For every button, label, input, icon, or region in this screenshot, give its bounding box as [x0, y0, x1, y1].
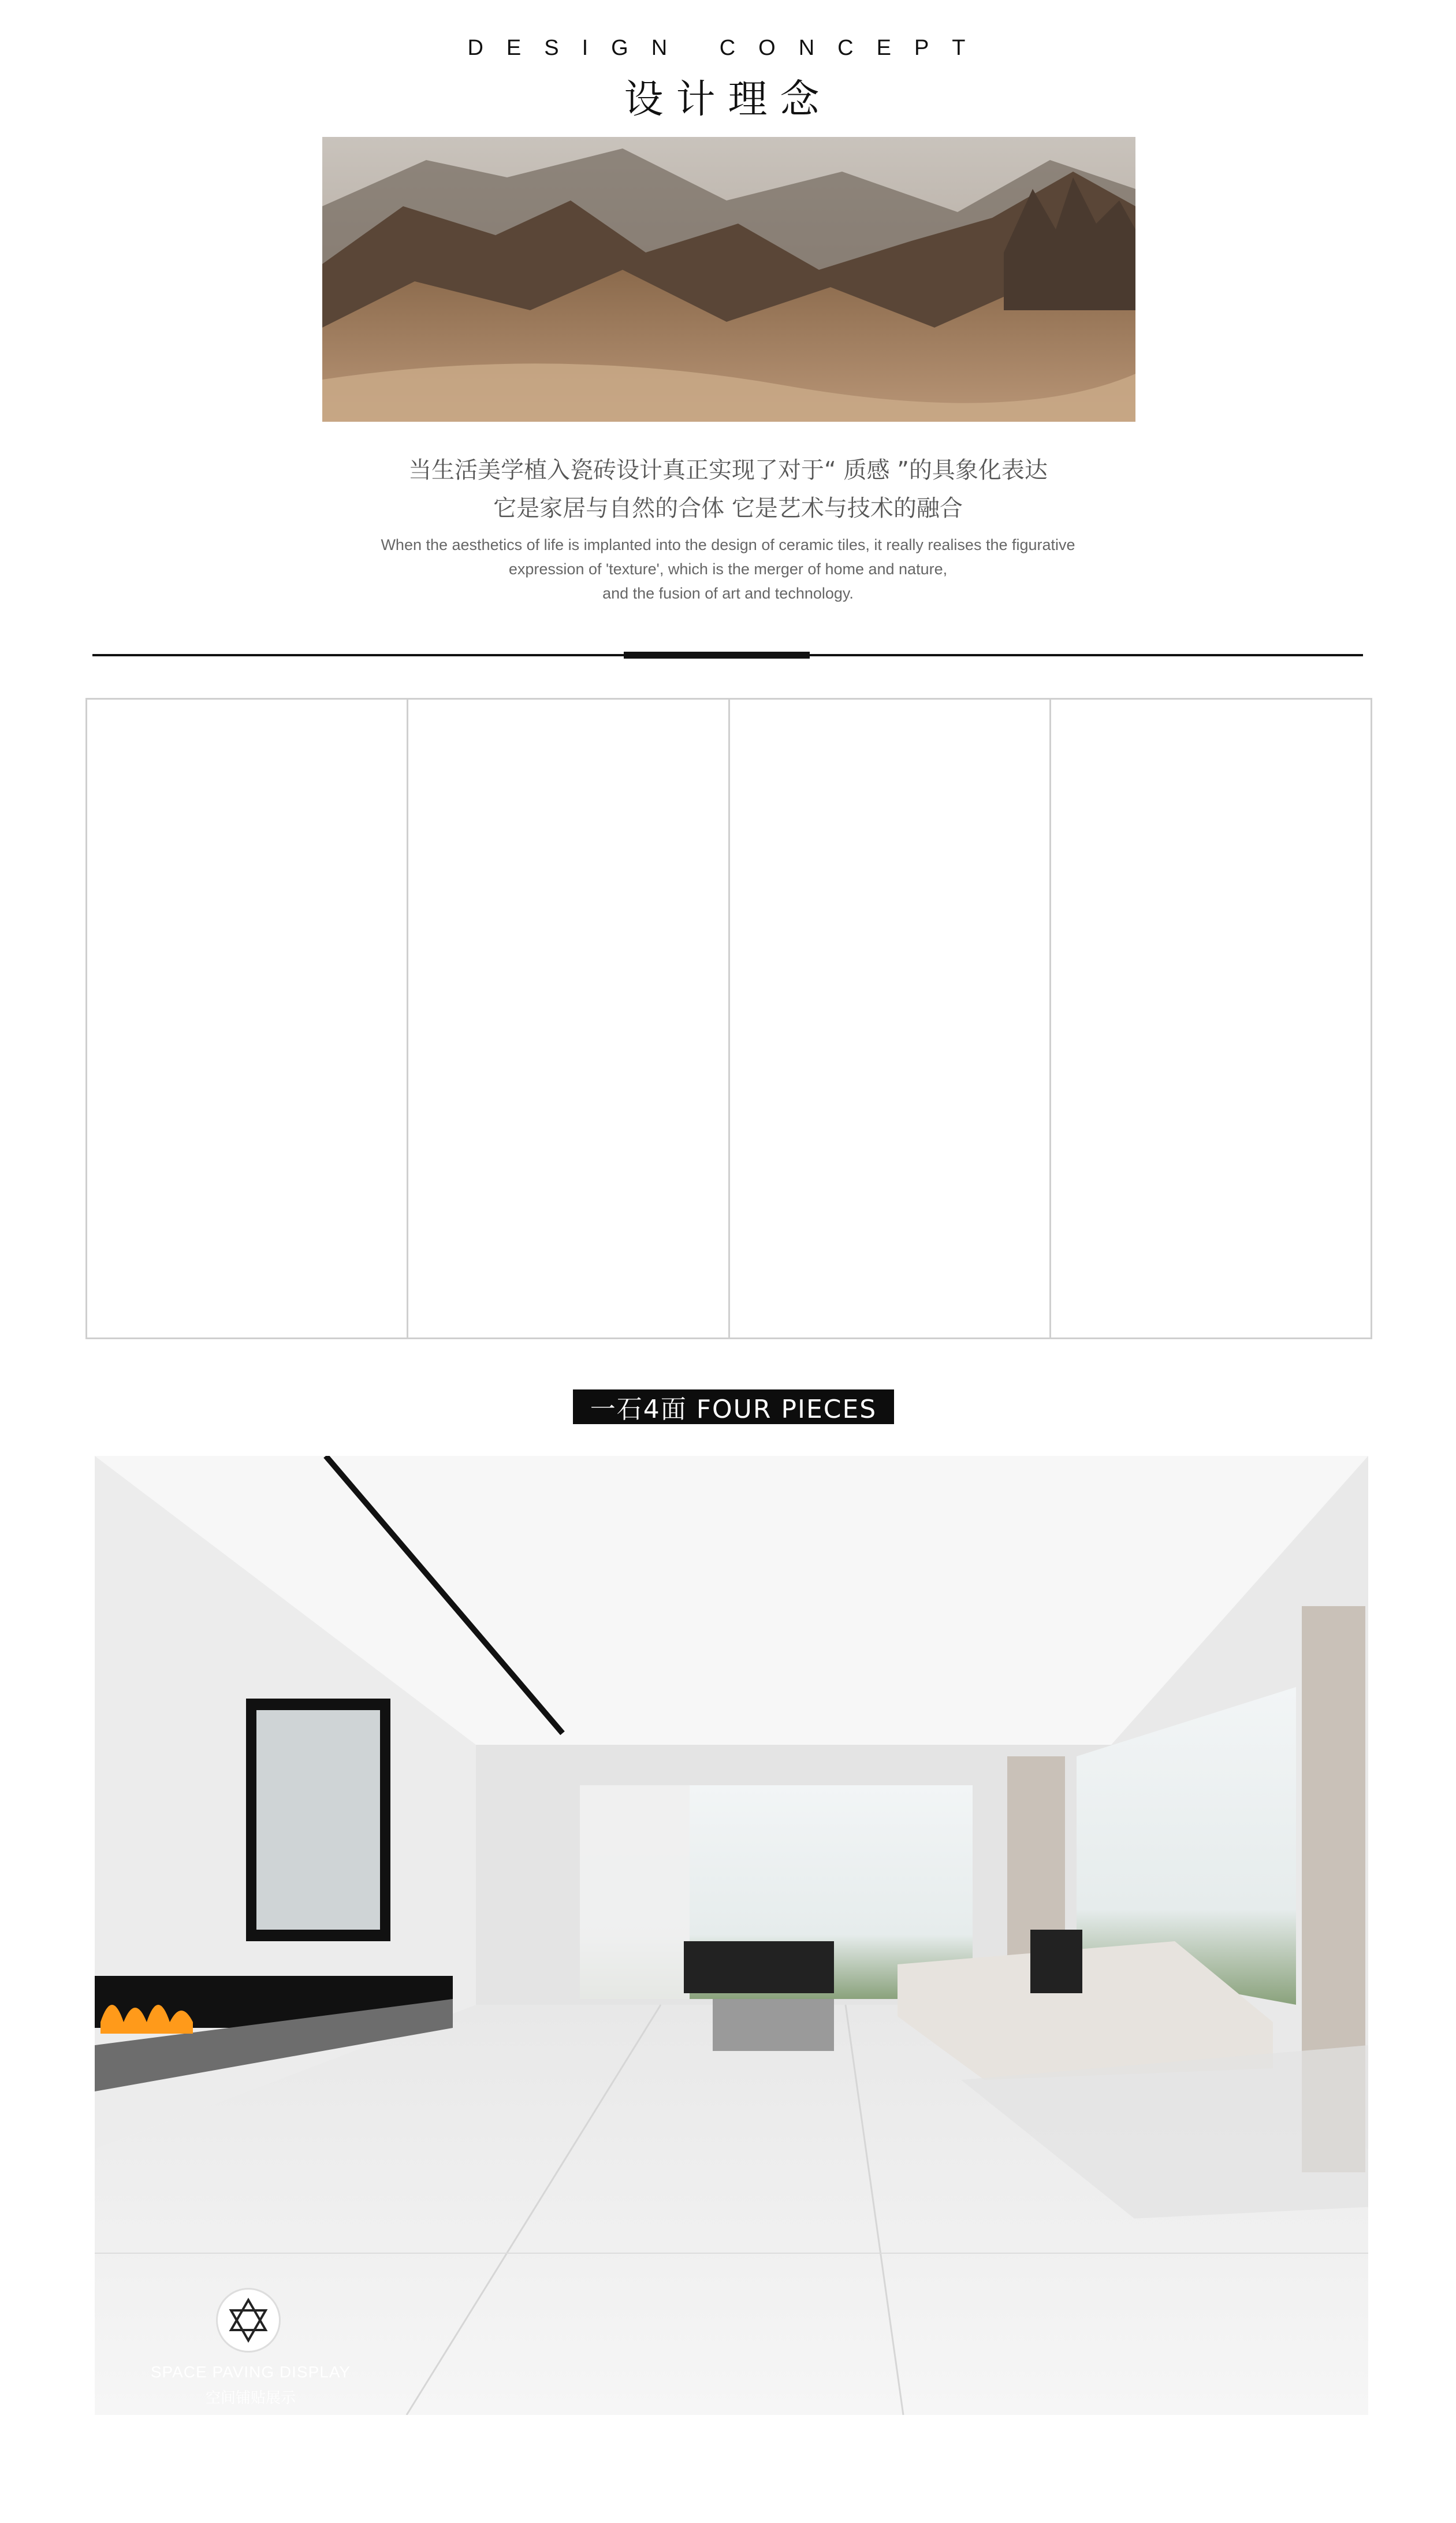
- hero-landscape-image: [322, 137, 1135, 422]
- concept-en-line-2: expression of 'texture', which is the merger of home and nature,: [508, 560, 948, 578]
- tile-panel-4: [1051, 700, 1371, 1337]
- concept-cn-line-1: 当生活美学植入瓷砖设计真正实现了对于“ 质感 ”的具象化表达: [408, 457, 1048, 484]
- brand-cn-label: 空间铺贴展示: [205, 2390, 296, 2407]
- section-divider-accent: [624, 652, 810, 659]
- concept-cn-line-2: 它是家居与自然的合体 它是艺术与技术的融合: [493, 495, 963, 522]
- brand-en-label: SPACE PAVING DISPLAY: [150, 2363, 351, 2381]
- concept-en-line-3: and the fusion of art and technology.: [602, 585, 854, 602]
- section-kicker: DESIGN CONCEPT: [467, 36, 989, 60]
- concept-en-line-1: When the aesthetics of life is implanted into the design of ceramic tiles, it really realises the figurative: [381, 536, 1075, 553]
- tile-panel-1: [87, 700, 408, 1337]
- four-pieces-label: 一石4面 FOUR PIECES: [573, 1389, 894, 1424]
- tile-panel-3: [730, 700, 1051, 1337]
- mountain-landscape-icon: [322, 137, 1135, 422]
- section-title: 设计理念: [624, 77, 832, 122]
- tile-panel-2: [408, 700, 729, 1337]
- tile-panels: [85, 698, 1372, 1339]
- room-scene-image: [95, 1456, 1368, 2415]
- hexagram-logo-icon: [216, 2288, 281, 2353]
- living-room-icon: [95, 1456, 1368, 2415]
